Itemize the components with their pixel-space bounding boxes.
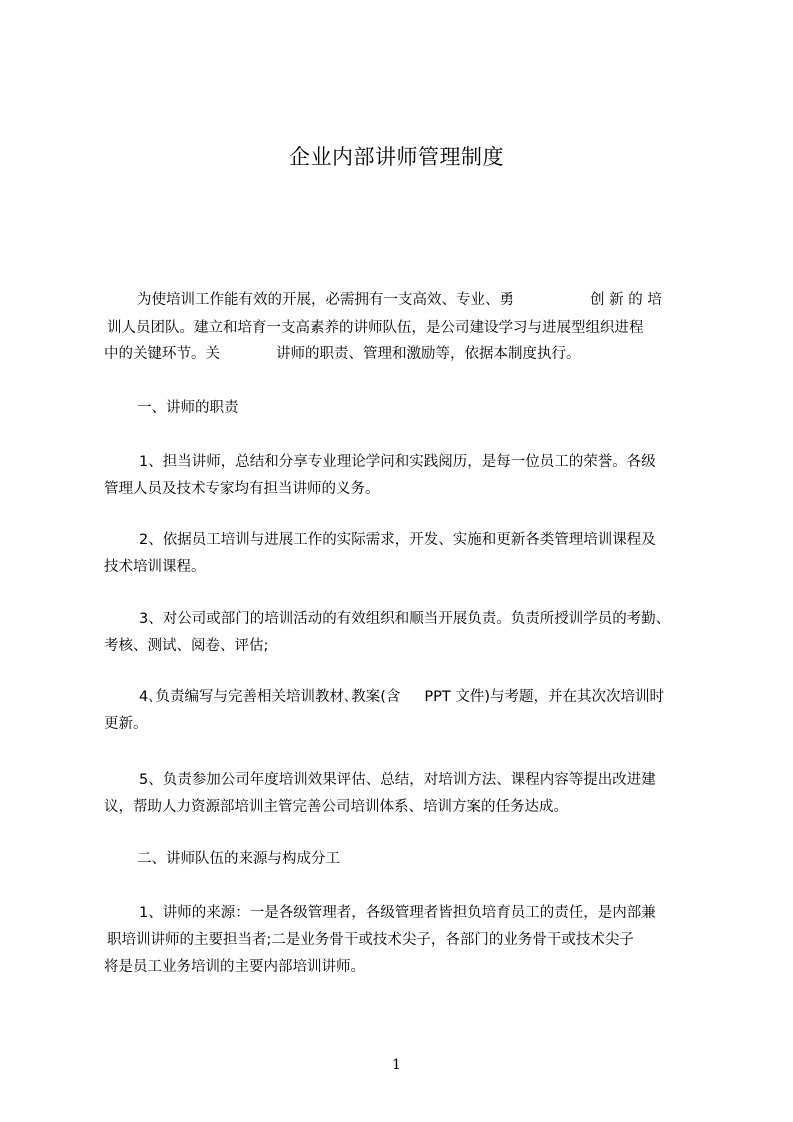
section-1-item-4-line-1 xyxy=(139,687,664,707)
intro-line-1-part-b: 创 新 的 培 xyxy=(590,292,662,308)
section-1-item-2-line-2: 技术培训课程。 xyxy=(104,559,206,575)
section-1-item-1-line-2: 管理人员及技术专家均有担当讲师的义务。 xyxy=(104,481,380,497)
section-2-item-1-line-3: 将是员工业务培训的主要内部培训讲师。 xyxy=(104,959,365,975)
page-number: 1 xyxy=(392,1057,401,1073)
section-2-item-1-line-1: 1、讲师的来源：一是各级管理者，各级管理者皆担负培育员工的责任，是内部兼 xyxy=(139,905,656,921)
section-1-item-2-line-1: 2、依据员工培训与进展工作的实际需求，开发、实施和更新各类管理培训课程及 xyxy=(139,532,656,548)
section-1-item-5-line-2: 议，帮助人力资源部培训主管完善公司培训体系、培训方案的任务达成。 xyxy=(104,799,568,815)
section-1-item-4-part-b: PPT 文件)与考题，并在其次次培训时 xyxy=(424,689,665,705)
intro-line-3 xyxy=(104,344,581,364)
intro-line-2: 训人员团队。建立和培育一支高素养的讲师队伍，是公司建设学习与进展型组织进程 xyxy=(107,320,644,336)
section-1-item-4-part-a: 4､负责编写与完善相关培训教材､教案(含 xyxy=(139,689,401,705)
section-2-heading: 二、讲师队伍的来源与构成分工 xyxy=(137,851,340,867)
intro-line-1-part-a: 为使培训工作能有效的开展，必需拥有一支高效、专业、勇 xyxy=(137,292,514,308)
section-1-item-4-line-2: 更新。 xyxy=(104,716,148,732)
section-2-item-1-line-2: 职培训讲师的主要担当者;二是业务骨干或技术尖子，各部门的业务骨干或技术尖子 xyxy=(107,932,634,948)
section-1-item-1-line-1: 1、担当讲师，总结和分享专业理论学问和实践阅历，是每一位员工的荣誉。各级 xyxy=(139,454,656,470)
section-1-item-5-line-1: 5、负责参加公司年度培训效果评估、总结，对培训方法、课程内容等提出改进建 xyxy=(139,772,656,788)
section-1-heading: 一、讲师的职责 xyxy=(137,400,239,416)
section-1-item-3-line-2: 考核、测试、阅卷、评估; xyxy=(104,638,269,654)
document-title: 企业内部讲师管理制度 xyxy=(289,145,504,169)
intro-line-3-part-a: 中的关键环节。关 xyxy=(104,346,220,362)
section-1-item-3-line-1: 3、对公司或部门的培训活动的有效组织和顺当开展负责。负责所授训学员的考勤、 xyxy=(139,611,671,627)
intro-line-1 xyxy=(137,290,662,310)
intro-line-3-part-b: 讲师的职责、管理和激励等，依据本制度执行。 xyxy=(276,346,581,362)
